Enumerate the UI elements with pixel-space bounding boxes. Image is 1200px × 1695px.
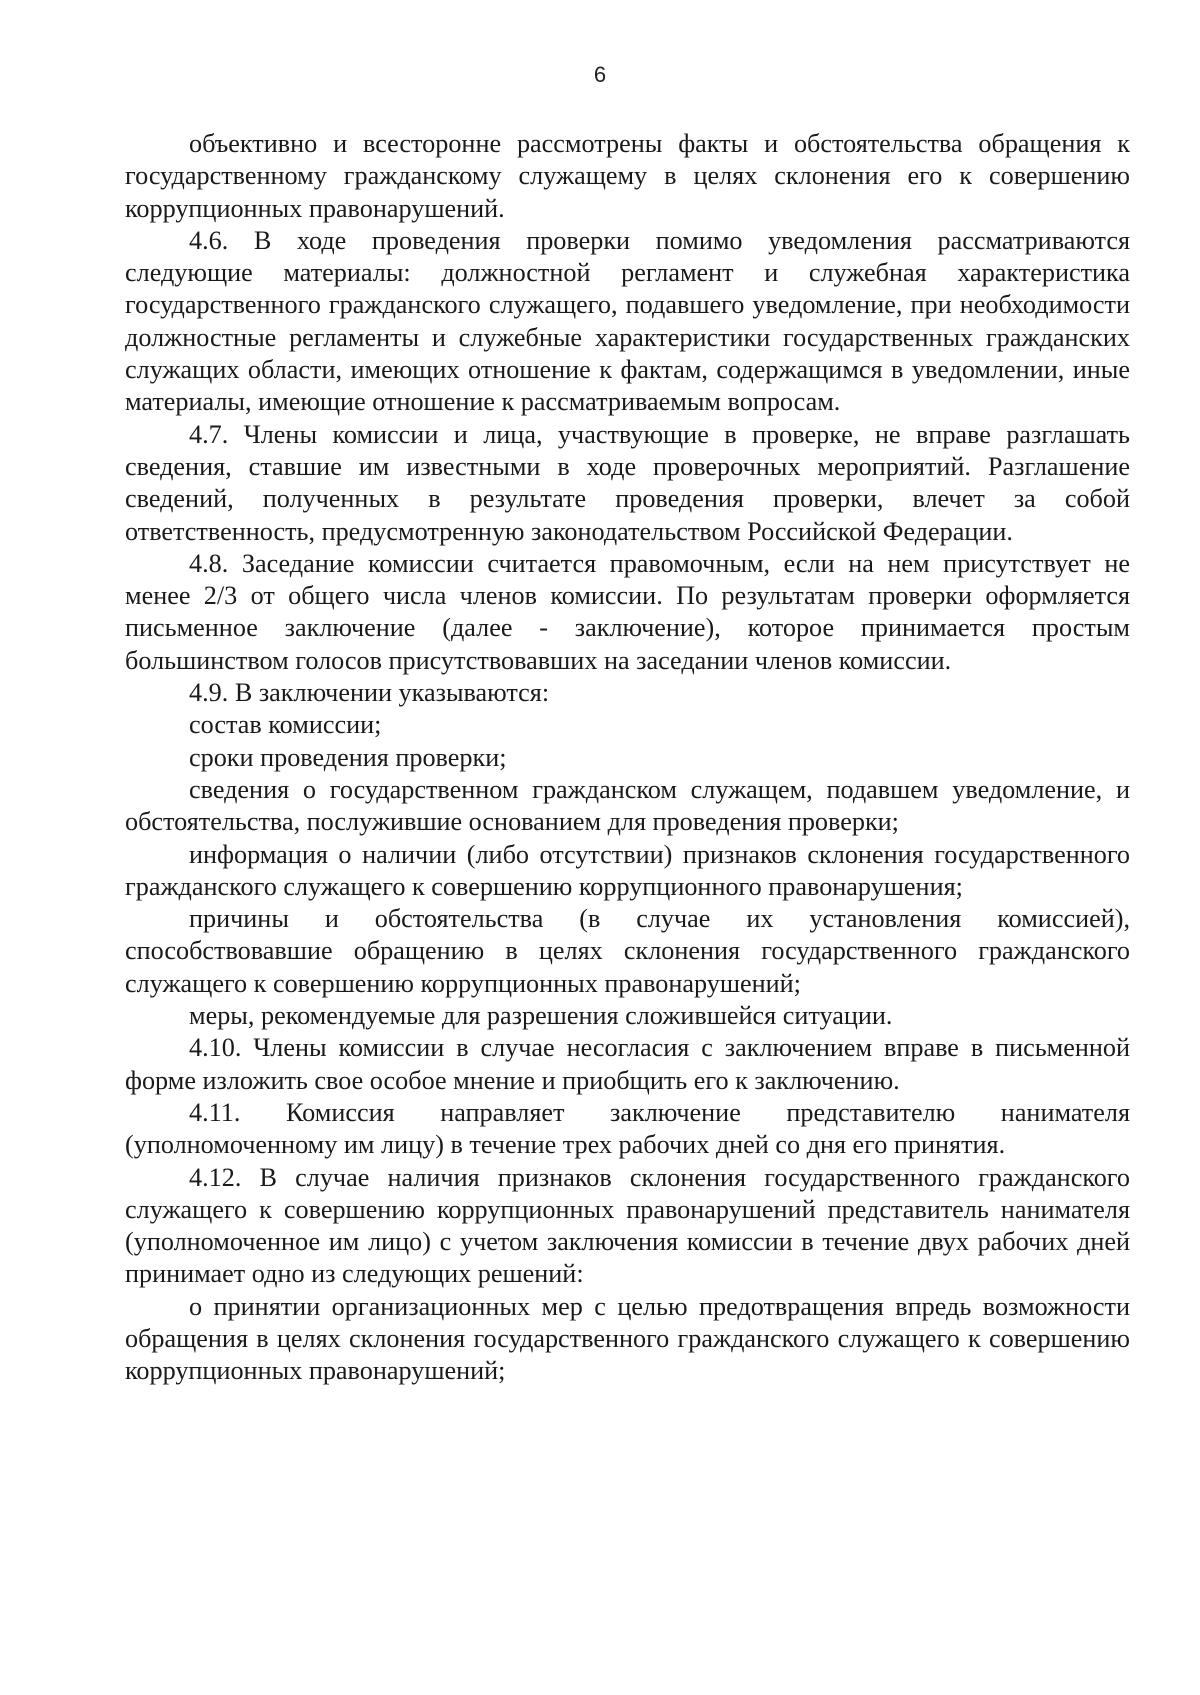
paragraph-4-9: 4.9. В заключении указываются: — [189, 678, 550, 708]
paragraph-4-10: 4.10. Члены комиссии в случае несогласия с заключением вправе в письменной форме изложить свое особое мнение и приобщить его к заключению. — [125, 1033, 1130, 1095]
paragraph-4-11: 4.11. Комиссия направляет заключение представителю нанимателя (уполномоченному им лицу) в течение трех рабочих дней со дня его принятия. — [125, 1097, 1130, 1160]
paragraph-4-6: 4.6. В ходе проведения проверки помимо уведомления рассматриваются следующие материалы: должностной регламент и служебная характеристика государственного гражданского служащего, подавшего уведомление, при необходимости должностные регламенты и служебные характеристики государственных гражданских служащих области, имеющих отношение к фактам, содержащимся в уведомлении, иные материалы, имеющие отношение к рассматриваемым вопросам. — [125, 225, 1130, 417]
paragraph-4-8: 4.8. Заседание комиссии считается правомочным, если на нем присутствует не менее 2/3 от общего числа членов комиссии. По результатам проверки оформляется письменное заключение (далее - заключение), которое принимается простым большинством голосов присутствовавших на заседании членов комиссии. — [125, 548, 1130, 675]
list-item-signs-info: информация о наличии (либо отсутствии) признаков склонения государственного гражданского служащего к совершению коррупционного правонарушения; — [125, 839, 1130, 901]
list-item-measures: меры, рекомендуемые для разрешения сложившейся ситуации. — [189, 1001, 893, 1031]
paragraph-4-12: 4.12. В случае наличия признаков склонения государственного гражданского служащего к совершению коррупционных правонарушений представитель нанимателя (уполномоченное им лицо) с учетом заключения комиссии в течение двух рабочих дней принимает одно из следующих решений: — [125, 1162, 1130, 1289]
list-item-inspection-terms: сроки проведения проверки; — [189, 742, 507, 772]
page-number: 6 — [593, 62, 607, 87]
list-item-servant-info: сведения о государственном гражданском служащем, подавшем уведомление, и обстоятельства, послужившие основанием для проведения проверки; — [125, 774, 1130, 837]
paragraph-continuation: объективно и всесторонне рассмотрены факты и обстоятельства обращения к государственному гражданскому служащему в целях склонения его к совершению коррупционных правонарушений. — [125, 129, 1130, 223]
list-item-organizational-measures: о принятии организационных мер с целью предотвращения впредь возможности обращения в целях склонения государственного гражданского служащего к совершению коррупционных правонарушений; — [125, 1291, 1130, 1386]
list-item-commission-composition: состав комиссии; — [189, 710, 382, 740]
document-body — [125, 128, 1130, 1388]
paragraph-4-7: 4.7. Члены комиссии и лица, участвующие в проверке, не вправе разглашать сведения, ставшие им известными в ходе проверочных мероприятий. Разглашение сведений, полученных в результате проведения проверки, влечет за собой ответственность, предусмотренную законодательством Российской Федерации. — [125, 419, 1130, 546]
list-item-causes: причины и обстоятельства (в случае их установления комиссией), способствовавшие обращению в целях склонения государственного гражданского служащего к совершению коррупционных правонарушений; — [125, 904, 1130, 998]
